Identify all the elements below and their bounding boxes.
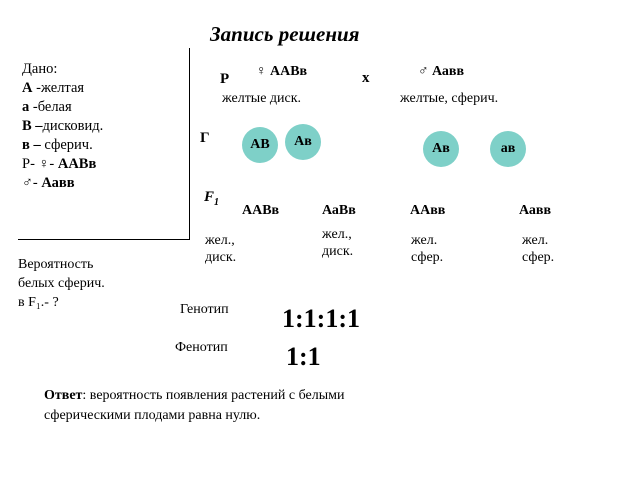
divider-horizontal <box>18 239 190 240</box>
gamete-circle: ав <box>490 131 526 167</box>
offspring-genotype: АаВв <box>322 203 356 218</box>
given-line: Р- ♀- ААВв <box>22 156 97 172</box>
phenotype-ratio: 1:1 <box>286 342 321 371</box>
offspring-genotype: Аавв <box>519 203 552 218</box>
gamete-circle: Ав <box>423 131 459 167</box>
given-line: ♂- Аавв <box>22 175 75 191</box>
question-line: Вероятность <box>18 257 94 272</box>
given-block <box>22 60 103 193</box>
given-line: В –дисковид. <box>22 118 104 134</box>
page-title: Запись решения <box>210 22 360 46</box>
phenotype-label: Фенотип <box>175 340 228 355</box>
gamete-circle: АВ <box>242 127 278 163</box>
given-header: Дано: <box>22 61 58 77</box>
given-line: в – сферич. <box>22 137 93 153</box>
male-genotype: ♂ Аавв <box>418 64 465 79</box>
genotype-ratio: 1:1:1:1 <box>282 304 360 333</box>
given-line: а -белая <box>22 99 72 115</box>
offspring-phenotype: жел., диск. <box>322 227 354 259</box>
question-line: белых сферич. <box>18 276 105 291</box>
gamete-circle: Ав <box>285 124 321 160</box>
question-line: в F₁.- ? <box>18 295 59 310</box>
answer-text: Ответ: вероятность появления растений с белыми сферическими плодами равна нулю. <box>44 388 345 423</box>
parents-label: Р <box>220 71 230 87</box>
offspring-phenotype: жел., диск. <box>205 233 237 265</box>
offspring-genotype: ААвв <box>410 203 446 218</box>
genotype-label: Генотип <box>180 302 229 317</box>
female-phenotype: желтые диск. <box>222 91 302 106</box>
question-block <box>18 255 105 312</box>
male-phenotype: желтые, сферич. <box>400 91 499 106</box>
offspring-genotype: ААВв <box>242 203 280 218</box>
given-line: А -желтая <box>22 80 85 96</box>
f1-label: $F_1$ <box>204 189 220 208</box>
offspring-phenotype: жел. сфер. <box>522 233 555 265</box>
female-genotype: ♀ ААВв <box>256 64 308 79</box>
cross-sign: х <box>362 70 370 86</box>
offspring-phenotype: жел. сфер. <box>411 233 444 265</box>
divider-vertical <box>189 48 190 240</box>
gametes-label: Г <box>200 130 210 146</box>
